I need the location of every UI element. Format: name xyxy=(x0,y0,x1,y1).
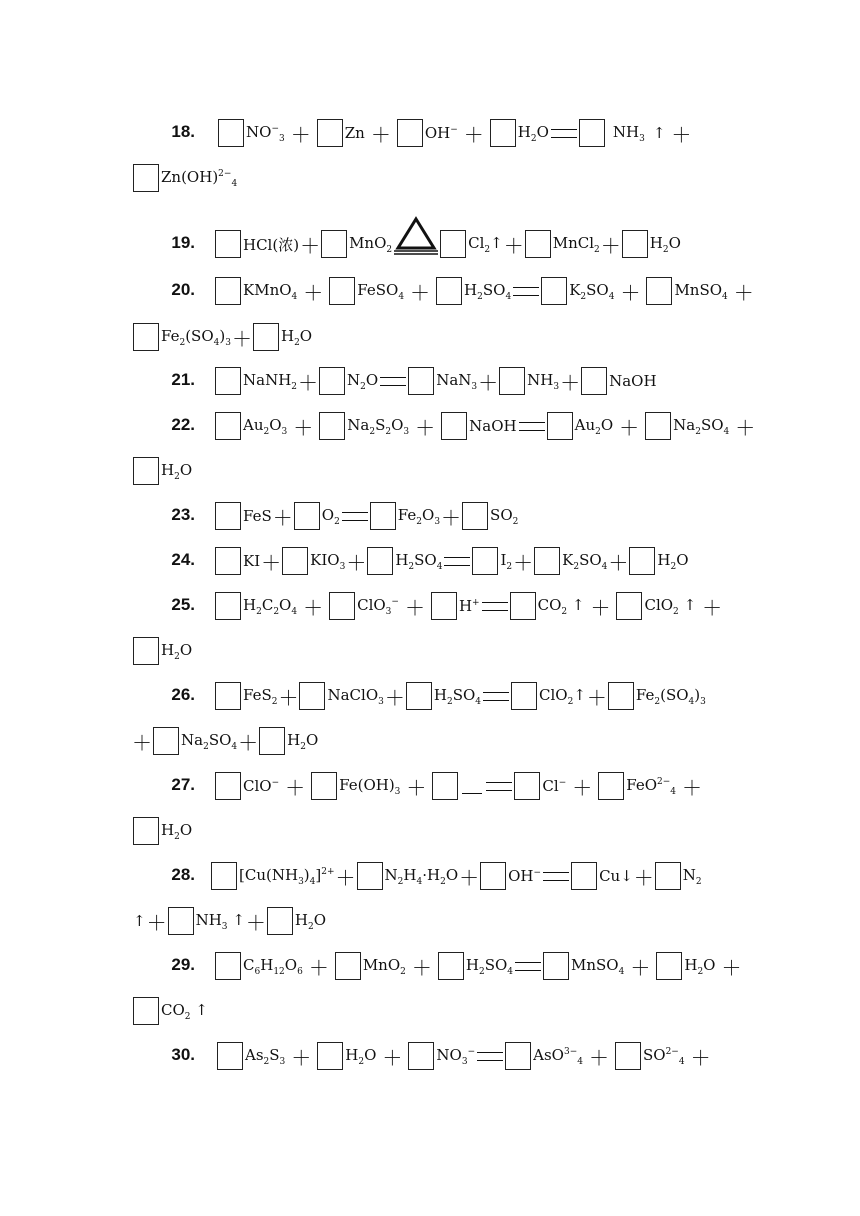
coefficient-box[interactable] xyxy=(472,547,498,575)
heating-triangle-icon xyxy=(394,216,438,256)
problem-28-cont: ↑ ＋ $NH_3$ ↑ ＋ $H_2O$ xyxy=(0,905,860,937)
coefficient-box[interactable] xyxy=(655,862,681,890)
coefficient-box[interactable] xyxy=(133,164,159,192)
coefficient-box[interactable] xyxy=(215,230,241,258)
coefficient-box[interactable] xyxy=(406,682,432,710)
coefficient-box[interactable] xyxy=(432,772,458,800)
coefficient-box[interactable] xyxy=(615,1042,641,1070)
coefficient-box[interactable] xyxy=(319,367,345,395)
coefficient-box[interactable] xyxy=(299,682,325,710)
coefficient-box[interactable] xyxy=(211,862,237,890)
coefficient-box[interactable] xyxy=(133,817,159,845)
coefficient-box[interactable] xyxy=(656,952,682,980)
problem-20: 20. KMnO$_4$ ＋ FeSO$_4$ ＋ $H_2SO_4$ $K_2SO_4$ ＋ MnSO$_4$ ＋ xyxy=(0,275,860,307)
coefficient-box[interactable] xyxy=(629,547,655,575)
coefficient-box[interactable] xyxy=(436,277,462,305)
coefficient-box[interactable] xyxy=(321,230,347,258)
problem-29-cont: $CO_2$ ↑ xyxy=(0,995,860,1027)
coefficient-box[interactable] xyxy=(329,592,355,620)
coefficient-box[interactable] xyxy=(440,230,466,258)
coefficient-box[interactable] xyxy=(133,457,159,485)
coefficient-box[interactable] xyxy=(153,727,179,755)
coefficient-box[interactable] xyxy=(490,119,516,147)
coefficient-box[interactable] xyxy=(645,412,671,440)
coefficient-box[interactable] xyxy=(215,592,241,620)
coefficient-box[interactable] xyxy=(370,502,396,530)
coefficient-box[interactable] xyxy=(215,367,241,395)
coefficient-box[interactable] xyxy=(525,230,551,258)
problem-25-cont: $H_2O$ xyxy=(0,635,860,667)
coefficient-box[interactable] xyxy=(317,119,343,147)
problem-23: 23. FeS ＋ $O_2$ $Fe_2O_3$ ＋ $SO_2$ xyxy=(0,500,860,532)
problem-24: 24. KI ＋ $KIO_3$ ＋ $H_2SO_4$ $I_2$ ＋ $K_2SO_4$ ＋ $H_2O$ xyxy=(0,545,860,577)
coefficient-box[interactable] xyxy=(215,952,241,980)
problem-18-cont: Zn(OH)$^{2-}_4$ xyxy=(0,162,860,194)
coefficient-box[interactable] xyxy=(547,412,573,440)
coefficient-box[interactable] xyxy=(215,277,241,305)
coefficient-box[interactable] xyxy=(215,502,241,530)
coefficient-box[interactable] xyxy=(431,592,457,620)
coefficient-box[interactable] xyxy=(215,412,241,440)
problem-28: 28. $[Cu(NH_3)_4]^{2+}$ ＋ $N_2H_4\cdot H_2O$ ＋ OH− Cu↓ ＋ $N_2$ xyxy=(0,860,860,892)
coefficient-box[interactable] xyxy=(505,1042,531,1070)
problem-26: 26. FeS$_2$ ＋ NaClO$_3$ ＋ $H_2SO_4$ ClO$_2$↑ ＋ $Fe_2(SO_4)_3$ xyxy=(0,680,860,712)
coefficient-box[interactable] xyxy=(441,412,467,440)
coefficient-box[interactable] xyxy=(581,367,607,395)
coefficient-box[interactable] xyxy=(408,367,434,395)
coefficient-box[interactable] xyxy=(646,277,672,305)
coefficient-box[interactable] xyxy=(133,637,159,665)
coefficient-box[interactable] xyxy=(480,862,506,890)
coefficient-box[interactable] xyxy=(514,772,540,800)
coefficient-box[interactable] xyxy=(499,367,525,395)
coefficient-box[interactable] xyxy=(335,952,361,980)
coefficient-box[interactable] xyxy=(543,952,569,980)
problem-20-cont: $Fe_2(SO_4)_3$ ＋ $H_2O$ xyxy=(0,321,860,353)
coefficient-box[interactable] xyxy=(608,682,634,710)
coefficient-box[interactable] xyxy=(462,502,488,530)
problem-27-cont: $H_2O$ xyxy=(0,815,860,847)
problem-29: 29. $C_6H_{12}O_6$ ＋ MnO$_2$ ＋ $H_2SO_4$ MnSO$_4$ ＋ $H_2O$ ＋ xyxy=(0,950,860,982)
problem-27: 27. ClO− ＋ $Fe(OH)_3$ ＋ Cl− ＋ FeO$^{2-}_4$ ＋ xyxy=(0,770,860,802)
coefficient-box[interactable] xyxy=(267,907,293,935)
plus-sign: ＋ xyxy=(290,122,311,147)
problem-19: 19. HCl(浓) ＋ MnO$_2$ $Cl_2↑$ ＋ MnCl$_2$ ＋ $H_2O$ xyxy=(0,228,860,260)
coefficient-box[interactable] xyxy=(168,907,194,935)
coefficient-box[interactable] xyxy=(311,772,337,800)
coefficient-box[interactable] xyxy=(408,1042,434,1070)
problem-26-cont: ＋ $Na_2SO_4$ ＋ $H_2O$ xyxy=(0,725,860,757)
coefficient-box[interactable] xyxy=(259,727,285,755)
coefficient-box[interactable] xyxy=(541,277,567,305)
coefficient-box[interactable] xyxy=(511,682,537,710)
problem-22-cont: $H_2O$ xyxy=(0,455,860,487)
coefficient-box[interactable] xyxy=(397,119,423,147)
problem-22: 22. $Au_2O_3$ ＋ $Na_2S_2O_3$ ＋ NaOH $Au_2O$ ＋ $Na_2SO_4$ ＋ xyxy=(0,410,860,442)
problem-25: 25. $H_2C_2O_4$ ＋ ClO$_3$− ＋ H+ $CO_2$ ↑ ＋ ClO$_2$ ↑ ＋ xyxy=(0,590,860,622)
coefficient-box[interactable] xyxy=(317,1042,343,1070)
coefficient-box[interactable] xyxy=(253,323,279,351)
coefficient-box[interactable] xyxy=(282,547,308,575)
coefficient-box[interactable] xyxy=(217,1042,243,1070)
coefficient-box[interactable] xyxy=(329,277,355,305)
coefficient-box[interactable] xyxy=(133,323,159,351)
problem-21: 21. NaNH$_2$ ＋ $N_2O$ NaN$_3$ ＋ $NH_3$ ＋ NaOH xyxy=(0,365,860,397)
coefficient-box[interactable] xyxy=(357,862,383,890)
coefficient-box[interactable] xyxy=(367,547,393,575)
coefficient-box[interactable] xyxy=(319,412,345,440)
coefficient-box[interactable] xyxy=(294,502,320,530)
coefficient-box[interactable] xyxy=(616,592,642,620)
coefficient-box[interactable] xyxy=(215,682,241,710)
coefficient-box[interactable] xyxy=(534,547,560,575)
coefficient-box[interactable] xyxy=(218,119,244,147)
answer-blank[interactable] xyxy=(462,779,482,794)
coefficient-box[interactable] xyxy=(579,119,605,147)
coefficient-box[interactable] xyxy=(571,862,597,890)
coefficient-box[interactable] xyxy=(510,592,536,620)
coefficient-box[interactable] xyxy=(215,772,241,800)
coefficient-box[interactable] xyxy=(598,772,624,800)
coefficient-box[interactable] xyxy=(215,547,241,575)
coefficient-box[interactable] xyxy=(133,997,159,1025)
coefficient-box[interactable] xyxy=(622,230,648,258)
problem-number: 18. xyxy=(171,122,195,141)
problem-30: 30. $As_2S_3$ ＋ $H_2O$ ＋ $NO_3^-$ AsO$^{3-}_4$ ＋ $SO^{2-}_4$ ＋ xyxy=(0,1040,860,1072)
equals-sign xyxy=(551,129,577,138)
coefficient-box[interactable] xyxy=(438,952,464,980)
problem-18: 18. $NO^-_3$ ＋ Zn ＋ OH− ＋ $H_2O$ $NH_3$ ↑ ＋ xyxy=(0,117,860,149)
